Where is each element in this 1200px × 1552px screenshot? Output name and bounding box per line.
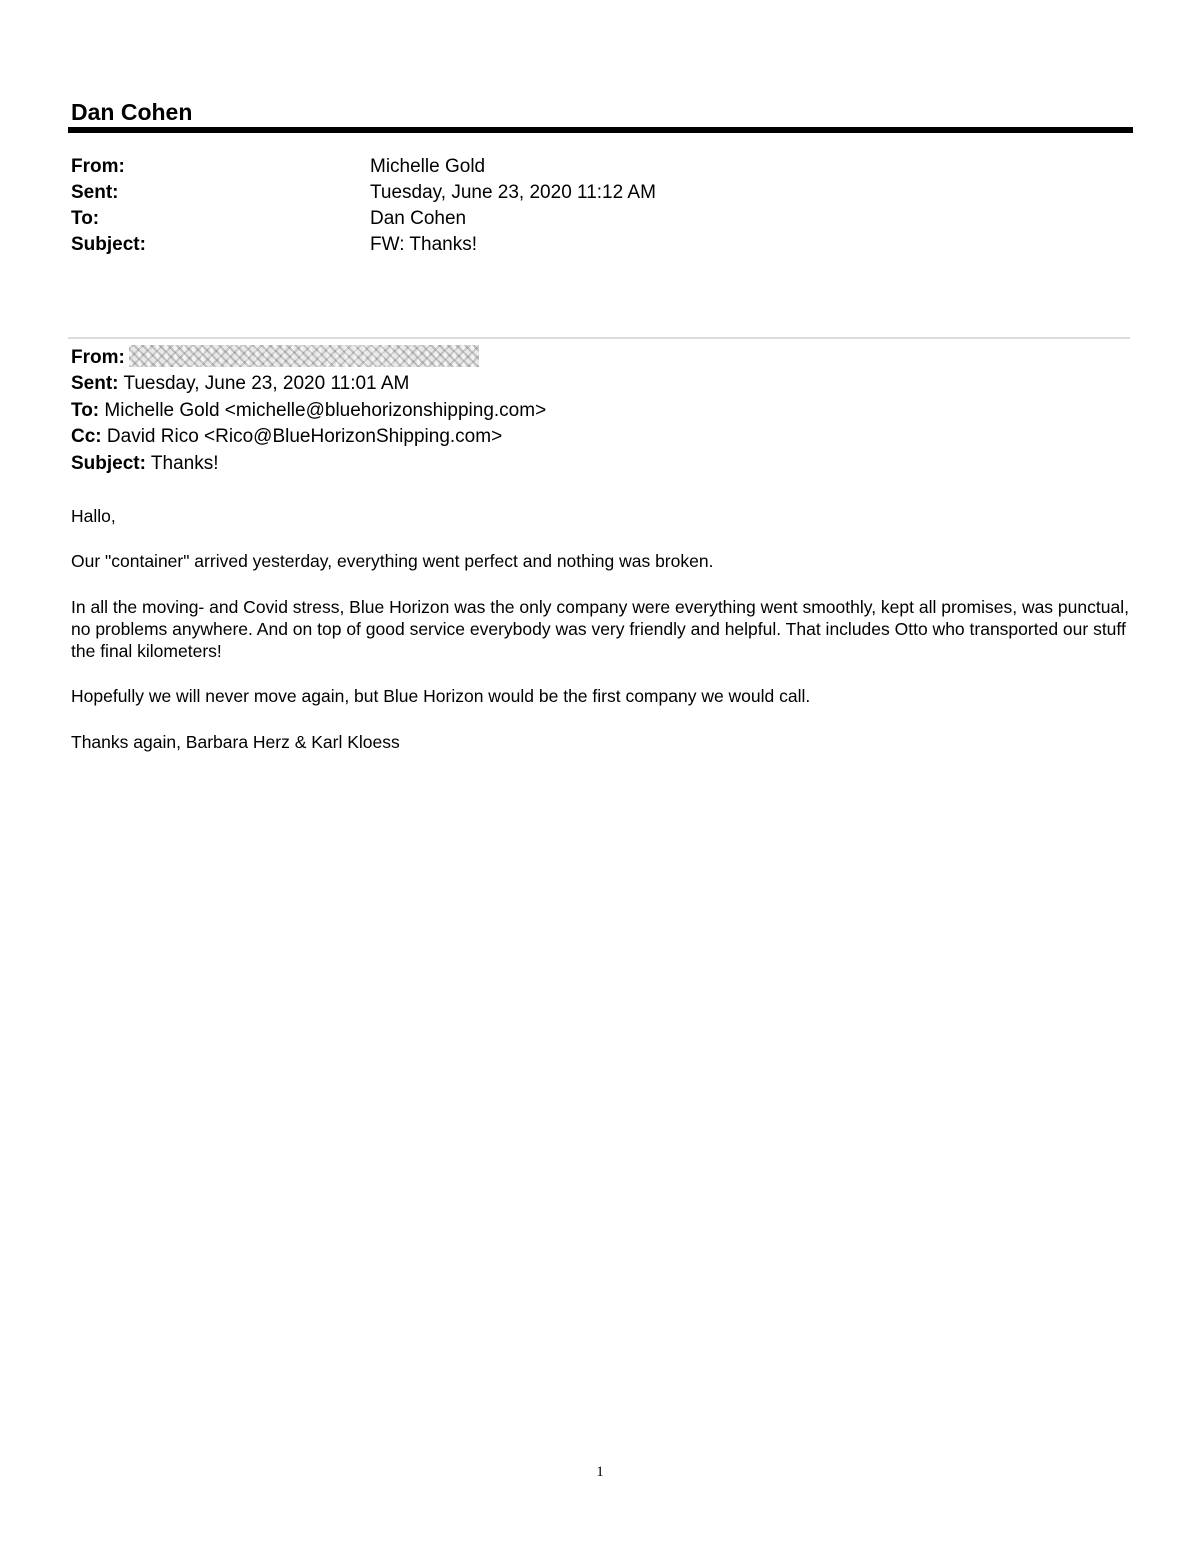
forward-divider	[68, 337, 1130, 339]
forwarded-cc-row	[71, 424, 502, 450]
redacted-sender-block	[129, 345, 479, 367]
forwarded-sent-label: Sent:	[71, 373, 119, 394]
body-greeting: Hallo,	[71, 506, 116, 526]
forwarded-to-value: Michelle Gold <michelle@bluehorizonshipping.com>	[104, 400, 547, 421]
document-title: Dan Cohen	[71, 99, 193, 125]
outer-to-value: Dan Cohen	[370, 208, 467, 229]
body-signoff: Thanks again, Barbara Herz & Karl Kloess	[71, 732, 400, 752]
body-paragraph-2: In all the moving- and Covid stress, Blue Horizon was the only company were everything went smoothly, kept all promises, was punctual, no problems anywhere. And on top of good service everybody was very friendly and helpful. That includes Otto who transported our stuff the final kilometers!	[71, 597, 1129, 661]
forwarded-subject-value: Thanks!	[150, 453, 219, 474]
forwarded-from-label: From:	[71, 347, 125, 368]
forwarded-sent-row	[71, 371, 409, 397]
page-number: 1	[596, 1464, 604, 1480]
outer-sent-label: Sent:	[71, 182, 119, 203]
outer-subject-label: Subject:	[71, 234, 146, 255]
forwarded-sent-value: Tuesday, June 23, 2020 11:01 AM	[123, 373, 410, 394]
title-rule	[68, 127, 1133, 133]
outer-from-value: Michelle Gold	[370, 156, 486, 177]
forwarded-subject-row	[71, 451, 218, 477]
forwarded-to-label: To:	[71, 400, 100, 421]
forwarded-subject-label: Subject:	[71, 453, 146, 474]
body-paragraph-3: Hopefully we will never move again, but Blue Horizon would be the first company we would call.	[71, 686, 811, 706]
outer-to-label: To:	[71, 208, 100, 229]
forwarded-from-row	[71, 345, 479, 371]
forwarded-to-row	[71, 398, 546, 424]
outer-from-label: From:	[71, 156, 125, 177]
forwarded-cc-label: Cc:	[71, 426, 102, 447]
outer-sent-value: Tuesday, June 23, 2020 11:12 AM	[370, 182, 656, 203]
body-paragraph-1: Our "container" arrived yesterday, everything went perfect and nothing was broken.	[71, 551, 714, 571]
forwarded-cc-value: David Rico <Rico@BlueHorizonShipping.com>	[106, 426, 503, 447]
outer-subject-value: FW: Thanks!	[370, 234, 477, 255]
